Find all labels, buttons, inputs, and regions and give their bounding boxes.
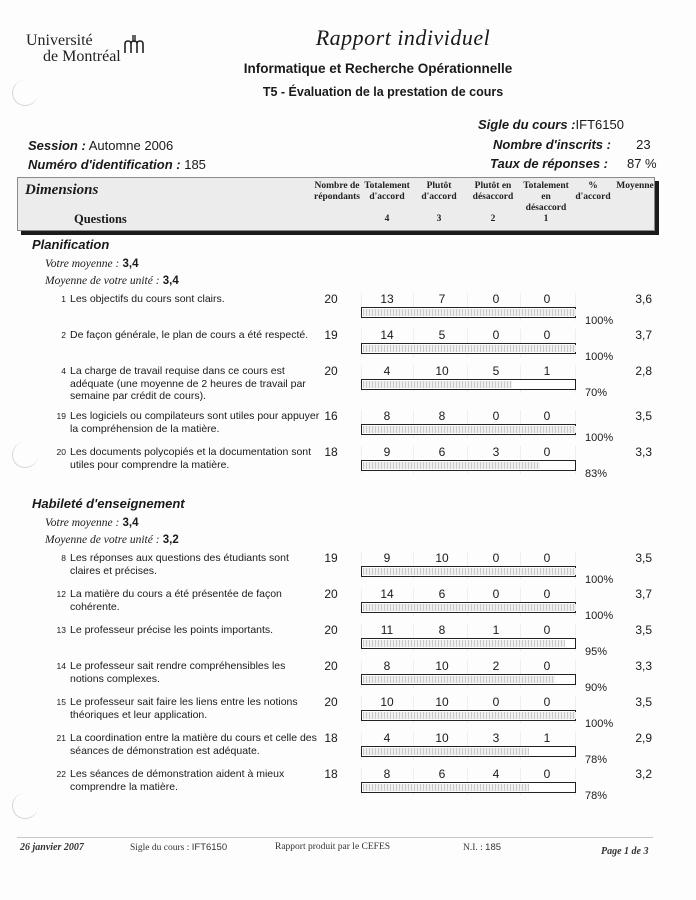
agree-count: 10 — [435, 731, 449, 745]
strongly-agree-count: 13 — [380, 292, 394, 306]
id-label: Numéro d'identification : — [28, 157, 181, 172]
question-mean: 3,5 — [635, 695, 652, 709]
agreement-percent: 78% — [585, 790, 608, 802]
disagree-count: 0 — [492, 292, 500, 306]
agree-count: 6 — [438, 587, 446, 601]
question-row — [0, 446, 696, 482]
question-row — [0, 588, 696, 624]
question-mean: 3,5 — [635, 551, 652, 565]
form-title: T5 - Évaluation de la prestation de cours — [262, 85, 504, 99]
question-number: 13 — [56, 625, 66, 635]
question-text: Les séances de démonstration aident à mieux comprendre la matière. — [70, 768, 285, 793]
agreement-percent: 100% — [585, 432, 614, 444]
strongly-disagree-count: 0 — [543, 695, 551, 709]
agreement-bar-fill — [363, 381, 512, 388]
disagree-count: 0 — [492, 551, 500, 565]
question-number: 8 — [61, 553, 66, 563]
respondent-count: 18 — [324, 445, 338, 459]
strongly-agree-count: 8 — [383, 659, 391, 673]
section-title: Planification — [32, 237, 110, 252]
question-row — [0, 624, 696, 660]
enrolled-label: Nombre d'inscrits : — [493, 137, 611, 152]
disagree-count: 0 — [492, 587, 500, 601]
strongly-disagree-count: 0 — [543, 767, 551, 781]
section-title: Habileté d'enseignement — [32, 496, 185, 511]
department-title: Informatique et Recherche Opérationnelle — [243, 61, 513, 76]
agreement-bar — [361, 379, 576, 390]
agreement-percent: 70% — [585, 387, 608, 399]
disagree-count: 0 — [492, 695, 500, 709]
agreement-bar-fill — [363, 426, 576, 433]
strongly-agree-count: 8 — [383, 767, 391, 781]
question-mean: 3,3 — [635, 659, 652, 673]
disagree-count: 4 — [492, 767, 500, 781]
question-text: La matière du cours a été présentée de façon cohérente. — [70, 588, 282, 613]
questions-heading: Questions — [74, 212, 127, 226]
agree-count: 7 — [438, 292, 446, 306]
agreement-bar-fill — [363, 712, 576, 719]
agreement-bar — [361, 343, 576, 354]
agreement-bar — [361, 746, 576, 757]
strongly-disagree-count: 0 — [543, 587, 551, 601]
strongly-agree-count: 9 — [383, 445, 391, 459]
agreement-percent: 95% — [585, 646, 608, 658]
question-mean: 3,5 — [635, 409, 652, 423]
question-number: 14 — [56, 661, 66, 671]
agreement-bar — [361, 674, 576, 685]
respondent-count: 20 — [324, 623, 338, 637]
question-row — [0, 293, 696, 329]
col-agree: Plutôt d'accord 3 — [421, 181, 457, 224]
col-mean: Moyenne — [616, 181, 654, 191]
question-text: Le professeur précise les points importants. — [70, 624, 274, 636]
col-strongly-disagree: Totalement en désaccord 1 — [523, 181, 569, 224]
respondent-count: 20 — [324, 587, 338, 601]
question-row — [0, 696, 696, 732]
col-strongly-agree: Totalement d'accord 4 — [364, 181, 410, 224]
question-number: 21 — [56, 733, 66, 743]
agree-count: 10 — [435, 364, 449, 378]
agree-count: 6 — [438, 445, 446, 459]
course-value: IFT6150 — [575, 117, 624, 132]
agree-count: 5 — [438, 328, 446, 342]
agree-count: 10 — [435, 695, 449, 709]
agreement-bar-fill — [363, 309, 576, 316]
question-text: De façon générale, le plan de cours a été respecté. — [70, 329, 309, 341]
agreement-bar-fill — [363, 640, 565, 647]
question-mean: 2,8 — [635, 364, 652, 378]
table-header — [17, 177, 655, 231]
agreement-bar — [361, 307, 576, 318]
respondent-count: 20 — [324, 695, 338, 709]
strongly-agree-count: 14 — [380, 328, 394, 342]
question-number: 19 — [56, 411, 66, 421]
question-text: La coordination entre la matière du cours et celle des séances de démonstration est adéquate. — [70, 732, 317, 757]
disagree-count: 0 — [492, 328, 500, 342]
question-mean: 3,7 — [635, 587, 652, 601]
agreement-bar-fill — [363, 568, 576, 575]
agreement-bar-fill — [363, 784, 529, 791]
strongly-agree-count: 11 — [380, 623, 394, 637]
disagree-count: 1 — [492, 623, 500, 637]
footer-ni: N.I. : 185 — [463, 842, 502, 853]
report-title: Rapport individuel — [315, 25, 491, 50]
response-rate-info — [490, 156, 657, 171]
your-average: Votre moyenne : 3,4 — [45, 517, 139, 529]
agree-count: 8 — [438, 409, 446, 423]
logo-line2: de Montréal — [43, 48, 121, 65]
dimensions-heading: Dimensions — [25, 182, 99, 198]
respondent-count: 20 — [324, 364, 338, 378]
strongly-disagree-count: 0 — [543, 623, 551, 637]
respondent-count: 18 — [324, 731, 338, 745]
agreement-percent: 100% — [585, 718, 614, 730]
strongly-disagree-count: 0 — [543, 445, 551, 459]
disagree-count: 2 — [492, 659, 500, 673]
respondent-count: 19 — [324, 551, 338, 565]
question-row — [0, 552, 696, 588]
agreement-percent: 100% — [585, 351, 614, 363]
strongly-disagree-count: 0 — [543, 659, 551, 673]
agreement-bar-fill — [363, 748, 529, 755]
respondent-count: 18 — [324, 767, 338, 781]
session-label: Session : — [28, 138, 86, 153]
question-mean: 2,9 — [635, 731, 652, 745]
question-mean: 3,2 — [635, 767, 652, 781]
respondent-count: 19 — [324, 328, 338, 342]
session-info — [28, 138, 173, 153]
agreement-bar — [361, 424, 576, 435]
course-info — [478, 117, 624, 132]
agreement-bar-fill — [363, 345, 576, 352]
strongly-agree-count: 8 — [383, 409, 391, 423]
question-row — [0, 768, 696, 804]
agreement-bar — [361, 566, 576, 577]
agreement-bar-fill — [363, 676, 555, 683]
agreement-bar — [361, 602, 576, 613]
agree-count: 6 — [438, 767, 446, 781]
disagree-count: 3 — [492, 731, 500, 745]
disagree-count: 0 — [492, 409, 500, 423]
question-text: Le professeur sait faire les liens entre les notions théoriques et leur application. — [70, 696, 298, 721]
question-number: 12 — [56, 589, 66, 599]
enrolled-value: 23 — [636, 137, 651, 152]
agreement-bar-fill — [363, 604, 576, 611]
strongly-disagree-count: 1 — [543, 731, 551, 745]
agree-count: 10 — [435, 551, 449, 565]
question-mean: 3,6 — [635, 292, 652, 306]
strongly-agree-count: 4 — [383, 364, 391, 378]
respondent-count: 20 — [324, 292, 338, 306]
col-pct-agree: % d'accord — [575, 181, 611, 202]
question-text: La charge de travail requise dans ce cours est adéquate (une moyenne de 2 heures de travail par semaine par crédit de cours). — [70, 365, 306, 402]
agreement-percent: 78% — [585, 754, 608, 766]
strongly-agree-count: 9 — [383, 551, 391, 565]
question-text: Les logiciels ou compilateurs sont utiles pour appuyer la compréhension de la matière. — [70, 410, 320, 435]
footer-date: 26 janvier 2007 — [20, 842, 84, 853]
agreement-bar-fill — [363, 462, 540, 469]
respondent-count: 20 — [324, 659, 338, 673]
agreement-percent: 83% — [585, 468, 608, 480]
strongly-agree-count: 14 — [380, 587, 394, 601]
question-text: Les objectifs du cours sont clairs. — [70, 293, 225, 305]
question-mean: 3,3 — [635, 445, 652, 459]
logo-line1: Université — [26, 32, 93, 49]
col-disagree: Plutôt en désaccord 2 — [472, 181, 514, 224]
footer-divider — [17, 837, 653, 838]
strongly-disagree-count: 0 — [543, 292, 551, 306]
col-respondents: Nombre de répondants — [314, 181, 360, 202]
question-mean: 3,5 — [635, 623, 652, 637]
agreement-bar — [361, 460, 576, 471]
agreement-percent: 100% — [585, 315, 614, 327]
agree-count: 10 — [435, 659, 449, 673]
unit-average: Moyenne de votre unité : 3,4 — [45, 275, 179, 287]
question-row — [0, 410, 696, 446]
unit-average: Moyenne de votre unité : 3,2 — [45, 534, 179, 546]
strongly-agree-count: 10 — [380, 695, 394, 709]
page-number: Page 1 de 3 — [601, 846, 649, 857]
question-mean: 3,7 — [635, 328, 652, 342]
agreement-percent: 90% — [585, 682, 608, 694]
question-text: Les documents polycopiés et la documentation sont utiles pour comprendre la matière. — [70, 446, 312, 471]
strongly-disagree-count: 0 — [543, 409, 551, 423]
id-info — [28, 157, 206, 172]
question-number: 22 — [56, 769, 66, 779]
agreement-bar — [361, 782, 576, 793]
question-number: 20 — [56, 447, 66, 457]
question-number: 1 — [61, 294, 66, 304]
disagree-count: 3 — [492, 445, 500, 459]
agreement-bar — [361, 638, 576, 649]
question-text: Les réponses aux questions des étudiants sont claires et précises. — [70, 552, 289, 577]
footer-produced-by: Rapport produit par le CEFES — [275, 842, 391, 852]
strongly-agree-count: 4 — [383, 731, 391, 745]
your-average: Votre moyenne : 3,4 — [45, 258, 139, 270]
question-row — [0, 732, 696, 768]
session-value: Automne 2006 — [88, 138, 174, 153]
footer-course: Sigle du cours : IFT6150 — [130, 842, 228, 853]
agreement-percent: 100% — [585, 574, 614, 586]
rate-label: Taux de réponses : — [490, 156, 608, 171]
strongly-disagree-count: 0 — [543, 551, 551, 565]
agreement-percent: 100% — [585, 610, 614, 622]
id-value: 185 — [184, 157, 206, 172]
agreement-bar — [361, 710, 576, 721]
enrolled-info — [493, 137, 651, 152]
strongly-disagree-count: 0 — [543, 328, 551, 342]
rate-value: 87 % — [626, 156, 657, 171]
question-row — [0, 329, 696, 365]
disagree-count: 5 — [492, 364, 500, 378]
course-label: Sigle du cours : — [478, 117, 576, 132]
strongly-disagree-count: 1 — [543, 364, 551, 378]
respondent-count: 16 — [324, 409, 338, 423]
question-row — [0, 365, 696, 401]
question-number: 4 — [61, 366, 66, 376]
question-number: 2 — [61, 330, 66, 340]
question-row — [0, 660, 696, 696]
question-text: Le professeur sait rendre compréhensibles les notions complexes. — [70, 660, 286, 685]
agree-count: 8 — [438, 623, 446, 637]
question-number: 15 — [56, 697, 66, 707]
